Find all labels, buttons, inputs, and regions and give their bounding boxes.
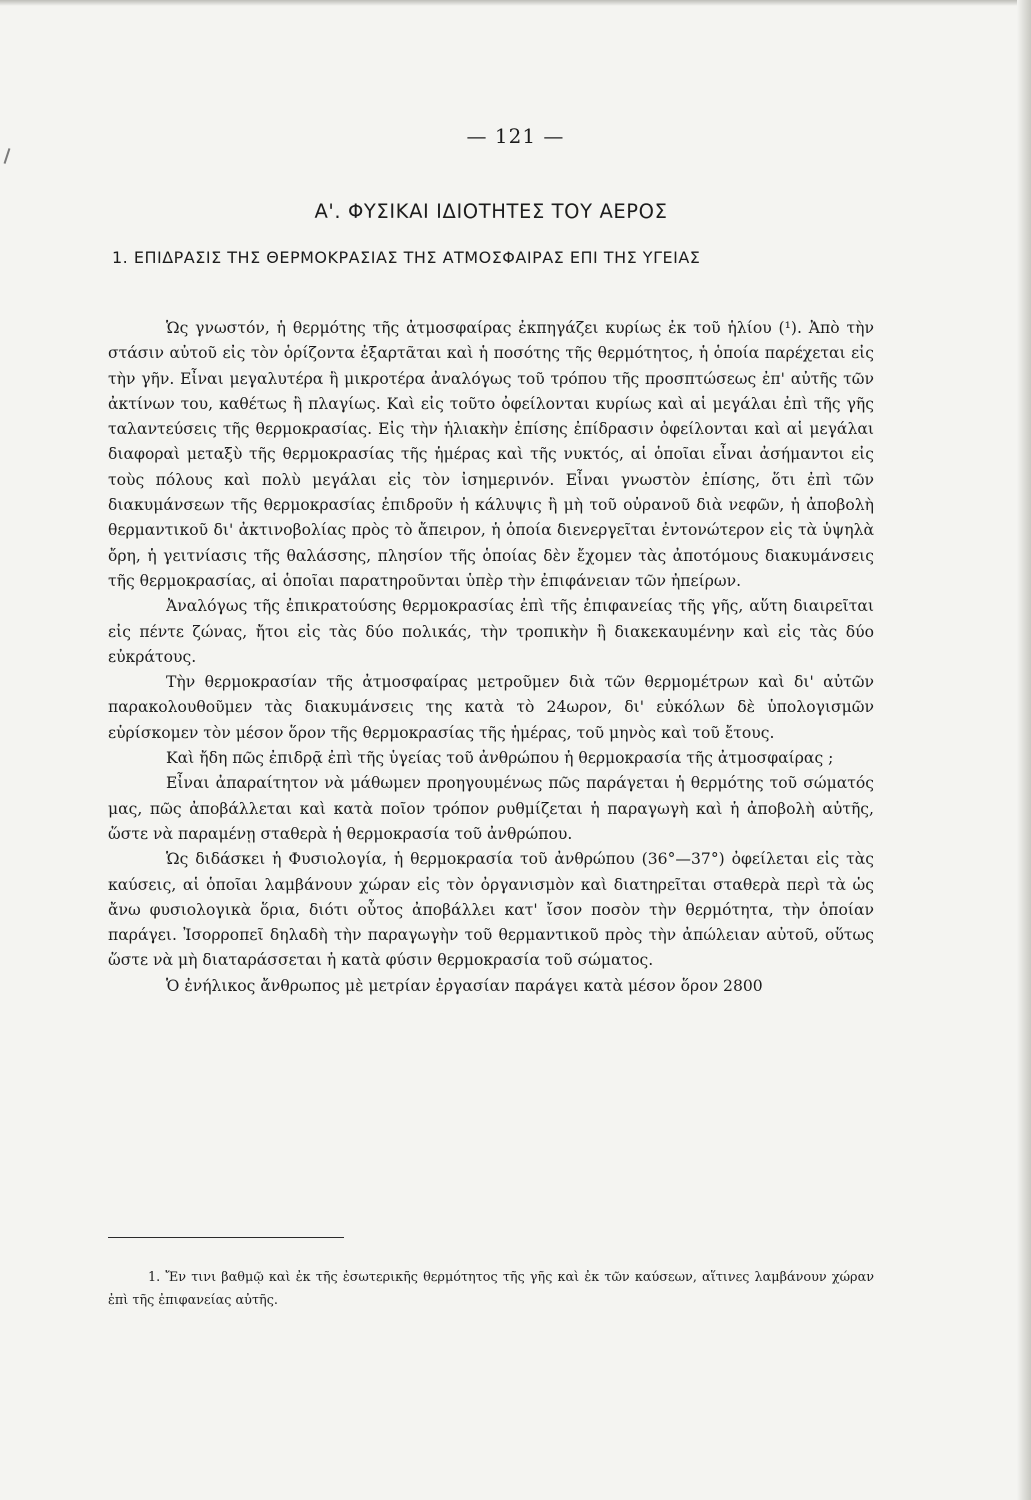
scan-top-edge [0, 0, 1031, 6]
paragraph: Ἀναλόγως τῆς ἐπικρατούσης θερμοκρασίας ἐπὶ τῆς ἐπιφανείας τῆς γῆς, αὕτη διαιρεῖται εἰς πέντε ζώνας, ἤτοι εἰς τὰς δύο πολικάς, τὴν τροπικὴν ἢ διακεκαυμένην καὶ εἰς τὰς δύο εὐκράτους. [108, 597, 874, 666]
section-title: 1. ΕΠΙΔΡΑΣΙΣ ΤΗΣ ΘΕΡΜΟΚΡΑΣΙΑΣ ΤΗΣ ΑΤΜΟΣΦΑΙΡΑΣ ΕΠΙ ΤΗΣ ΥΓΕΙΑΣ [112, 248, 701, 267]
paragraph: Ὁ ἐνήλικος ἄνθρωπος μὲ μετρίαν ἐργασίαν παράγει κατὰ μέσον ὅρον 2800 [166, 976, 763, 995]
footnote-rule [108, 1237, 344, 1238]
body-text [108, 316, 874, 999]
footnote-text: 1. Ἔν τινι βαθμῷ καὶ ἐκ τῆς ἐσωτερικῆς θερμότητος τῆς γῆς καὶ ἐκ τῶν καύσεων, αἵτινες λαμβάνουν χώραν ἐπὶ τῆς ἐπιφανείας αὐτῆς. [108, 1270, 874, 1308]
page-number: — 121 — [466, 124, 565, 148]
margin-mark [4, 148, 11, 164]
footnote [108, 1266, 874, 1312]
paragraph: Ὡς διδάσκει ἡ Φυσιολογία, ἡ θερμοκρασία τοῦ ἀνθρώπου (36°—37°) ὀφείλεται εἰς τὰς καύσεις, αἱ ὁποῖαι λαμβάνουν χώραν εἰς τὸν ὀργανισμὸν καὶ διατηρεῖται σταθερὰ περὶ τὰ ὡς ἄνω φυσιολογικὰ ὅρια, διότι οὗτος ἀποβάλλει κατ' ἴσον ποσὸν τὴν θερμότητα, τὴν ὁποίαν παράγει. Ἰσορροπεῖ δηλαδὴ τὴν παραγωγὴν τοῦ θερμαντικοῦ πρὸς τὴν ἀπώλειαν αὐτοῦ, οὕτως ὥστε νὰ μὴ διαταράσσεται ἡ κατὰ φύσιν θερμοκρασία τοῦ σώματος. [108, 850, 874, 970]
scan-right-edge [1017, 0, 1031, 1500]
chapter-title: Α'. ΦΥΣΙΚΑΙ ΙΔΙΟΤΗΤΕΣ ΤΟΥ ΑΕΡΟΣ [314, 200, 668, 223]
paragraph: Ὡς γνωστόν, ἡ θερμότης τῆς ἀτμοσφαίρας ἐκπηγάζει κυρίως ἐκ τοῦ ἡλίου (¹). Ἀπὸ τὴν στάσιν αὐτοῦ εἰς τὸν ὁρίζοντα ἐξαρτᾶται καὶ ἡ ποσότης τῆς θερμότητος, ἡ ὁποία παρέχεται εἰς τὴν γῆν. Εἶναι μεγαλυτέρα ἢ μικροτέρα ἀναλόγως τοῦ τρόπου τῆς προσπτώσεως ἐπ' αὐτῆς τῶν ἀκτίνων του, καθέτως ἢ πλαγίως. Καὶ εἰς τοῦτο ὀφείλονται κυρίως καὶ αἱ μεγάλαι ἐπὶ τῆς γῆς ταλαντεύσεις τῆς θερμοκρασίας. Εἰς τὴν ἡλιακὴν ἐπίσης ἐπίδρασιν ὀφείλονται καὶ αἱ μεγάλαι διαφοραὶ μεταξὺ τῆς θερμοκρασίας τῆς ἡμέρας καὶ τῆς νυκτός, αἱ ὁποῖαι εἶναι ἀσήμαντοι εἰς τοὺς πόλους καὶ πολὺ μεγάλαι εἰς τὸν ἰσημερινόν. Εἶναι γνωστὸν ἐπίσης, ὅτι ἐπὶ τῶν διακυμάνσεων τῆς θερμοκρασίας ἐπιδροῦν ἡ κάλυψις ἢ μὴ τοῦ οὐρανοῦ διὰ νεφῶν, ἡ ἀποβολὴ θερμαντικοῦ δι' ἀκτινοβολίας πρὸς τὸ ἄπειρον, ἡ ὁποία διενεργεῖται ἐντονώτερον εἰς τὰ ὑψηλὰ ὄρη, ἡ γειτνίασις τῆς θαλάσσης, πλησίον τῆς ὁποίας δὲν ἔχομεν τὰς ἀποτόμους διακυμάνσεις τῆς θερμοκρασίας, αἱ ὁποῖαι παρατηροῦνται ὑπὲρ τὴν ἐπιφάνειαν τῶν ἠπείρων. [108, 319, 874, 590]
paragraph: Καὶ ἤδη πῶς ἐπιδρᾷ ἐπὶ τῆς ὑγείας τοῦ ἀνθρώπου ἡ θερμοκρασία τῆς ἀτμοσφαίρας ; [166, 749, 834, 768]
paragraph: Τὴν θερμοκρασίαν τῆς ἀτμοσφαίρας μετροῦμεν διὰ τῶν θερμομέτρων καὶ δι' αὐτῶν παρακολουθοῦμεν τὰς διακυμάνσεις της κατὰ τὸ 24ωρον, δι' εὐκόλων δὲ ὑπολογισμῶν εὑρίσκομεν τὸν μέσον ὅρον τῆς θερμοκρασίας τῆς ἡμέρας, τοῦ μηνὸς καὶ τοῦ ἔτους. [108, 673, 874, 742]
paragraph: Εἶναι ἀπαραίτητον νὰ μάθωμεν προηγουμένως πῶς παράγεται ἡ θερμότης τοῦ σώματός μας, πῶς ἀποβάλλεται καὶ κατὰ ποῖον τρόπον ρυθμίζεται ἡ παραγωγὴ καὶ ἡ ἀποβολὴ αὐτῆς, ὥστε νὰ παραμένῃ σταθερὰ ἡ θερμοκρασία τοῦ ἀνθρώπου. [108, 774, 874, 843]
